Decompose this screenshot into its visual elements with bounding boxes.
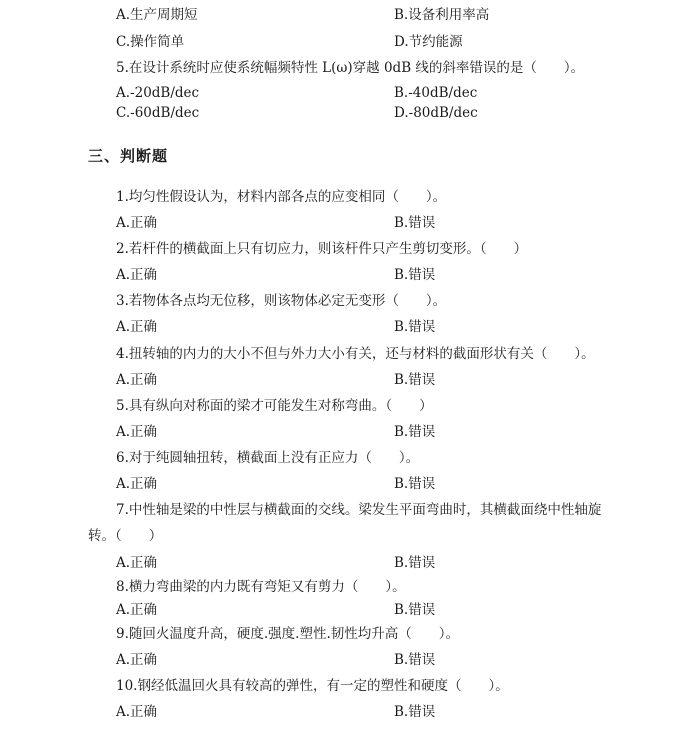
question-9-option-a: A.正确 [116,652,158,668]
question-9-text: 9.随回火温度升高，硬度.强度.塑性.韧性均升高（ ）。 [116,626,460,642]
q5-option-b: B.-40dB/dec [394,85,478,101]
question-9-option-b: B.错误 [394,652,436,668]
question-7-text-continued: 转。（ ） [88,528,163,544]
question-10-option-a: A.正确 [116,704,158,720]
question-3-option-b: B.错误 [394,319,436,335]
q5-option-d: D.-80dB/dec [394,105,478,121]
question-6-text: 6.对于纯圆轴扭转，横截面上没有正应力（ ）。 [116,450,420,466]
section-title: 三、判断题 [88,147,169,165]
question-8-option-a: A.正确 [116,602,158,618]
q5-text: 5.在设计系统时应使系统幅频特性 L(ω)穿越 0dB 线的斜率错误的是（ ）。 [116,60,585,76]
q4-option-b: B.设备利用率高 [394,7,490,23]
q4-option-c: C.操作简单 [116,34,185,50]
question-8-text: 8.横力弯曲梁的内力既有弯矩又有剪力（ ）。 [116,579,406,595]
question-7-option-b: B.错误 [394,555,436,571]
question-4-option-a: A.正确 [116,372,158,388]
question-4-option-b: B.错误 [394,372,436,388]
question-6-option-b: B.错误 [394,476,436,492]
question-7-text: 7.中性轴是梁的中性层与横截面的交线。梁发生平面弯曲时，其横截面绕中性轴旋 [116,502,602,518]
question-3-text: 3.若物体各点均无位移，则该物体必定无变形（ ）。 [116,293,447,309]
question-2-option-a: A.正确 [116,267,158,283]
question-3-option-a: A.正确 [116,319,158,335]
q5-option-a: A.-20dB/dec [116,85,200,101]
question-2-text: 2.若杆件的横截面上只有切应力，则该杆件只产生剪切变形。（ ） [116,241,528,257]
question-5-text: 5.具有纵向对称面的梁才可能发生对称弯曲。（ ） [116,398,433,414]
question-5-option-b: B.错误 [394,424,436,440]
question-1-text: 1.均匀性假设认为，材料内部各点的应变相同（ ）。 [116,189,447,205]
question-10-text: 10.钢经低温回火具有较高的弹性，有一定的塑性和硬度（ ）。 [116,678,509,694]
question-1-option-a: A.正确 [116,215,158,231]
question-4-text: 4.扭转轴的内力的大小不但与外力大小有关，还与材料的截面形状有关（ ）。 [116,346,595,362]
question-8-option-b: B.错误 [394,602,436,618]
question-5-option-a: A.正确 [116,424,158,440]
q4-option-d: D.节约能源 [394,34,463,50]
q4-option-a: A.生产周期短 [116,7,198,23]
question-7-option-a: A.正确 [116,555,158,571]
question-6-option-a: A.正确 [116,476,158,492]
q5-option-c: C.-60dB/dec [116,105,200,121]
question-2-option-b: B.错误 [394,267,436,283]
question-10-option-b: B.错误 [394,704,436,720]
question-1-option-b: B.错误 [394,215,436,231]
